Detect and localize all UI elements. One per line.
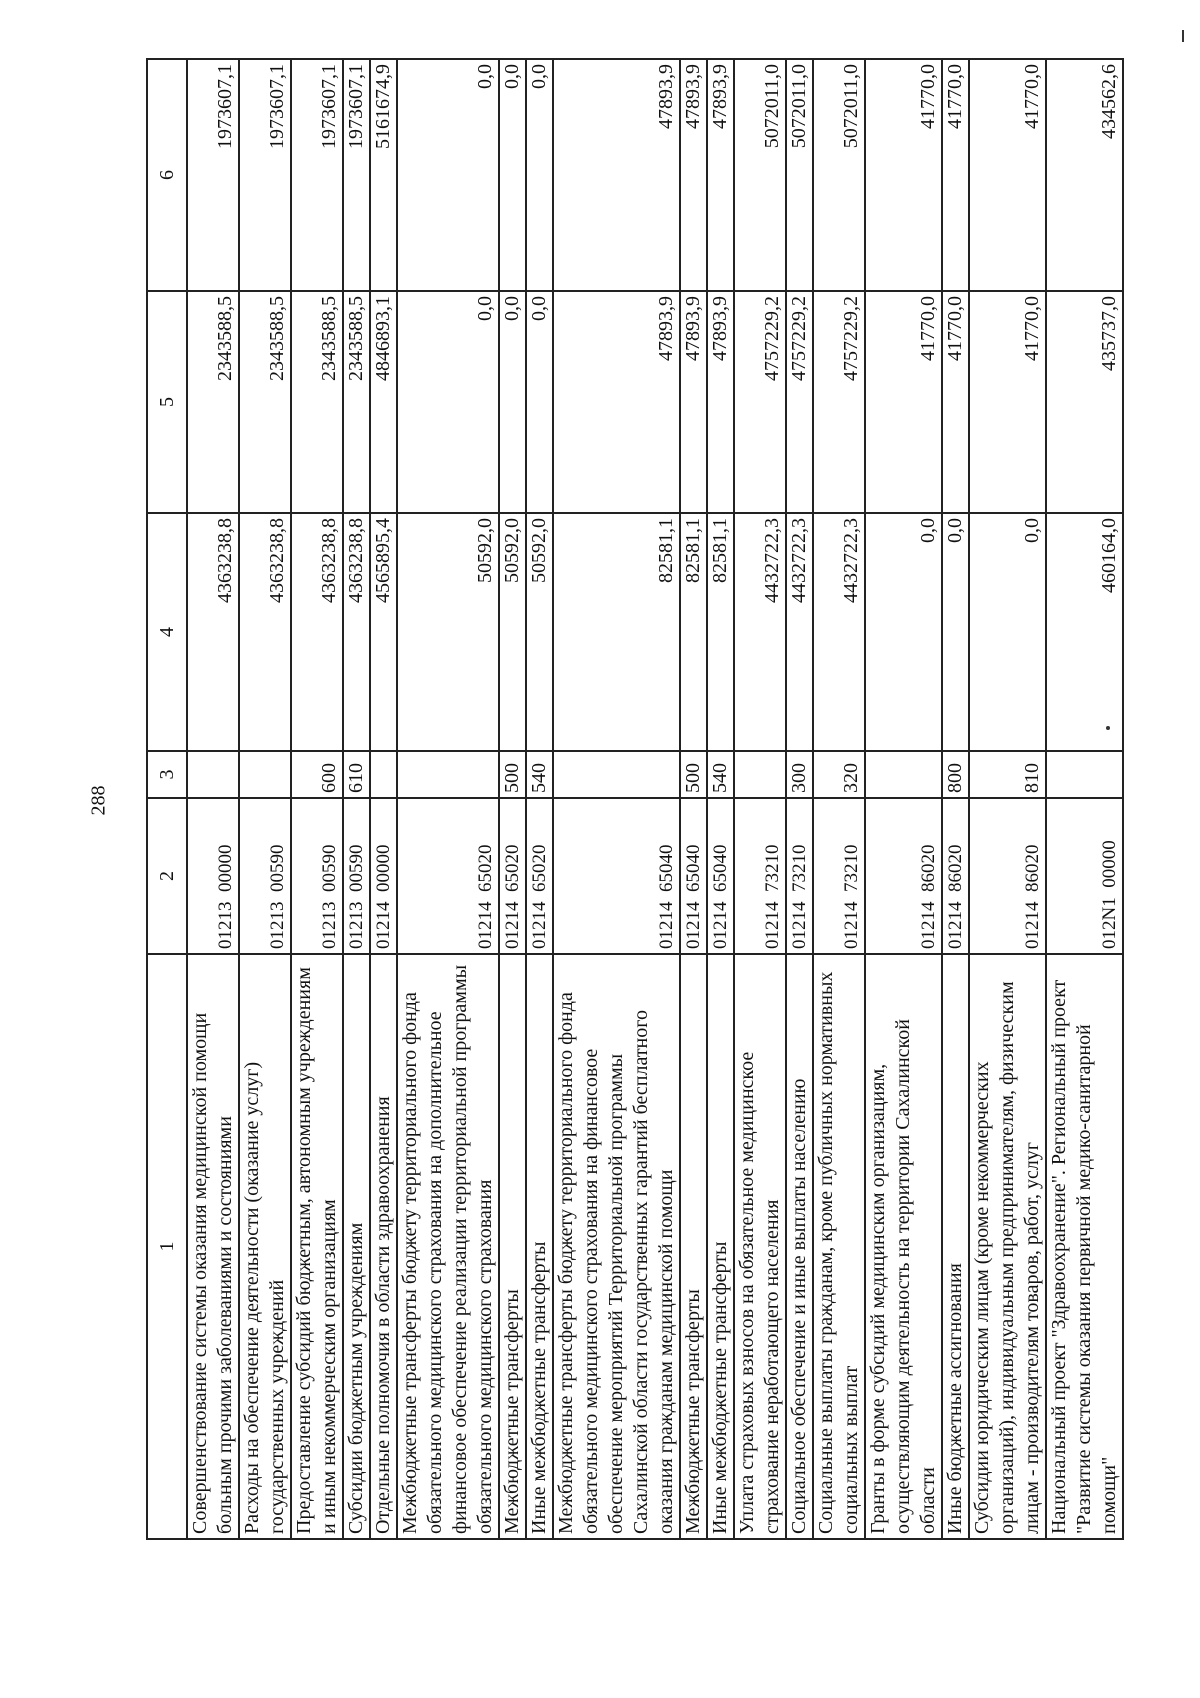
row-col5-value: 41770,0 [942, 291, 969, 513]
table-row [291, 59, 343, 1539]
row-col6-value: 5072011,0 [813, 59, 865, 291]
row-col6-value: 1973607,1 [239, 59, 291, 291]
row-code-cell: 01214 65020 [397, 798, 499, 954]
header-col-4: 4 [147, 513, 187, 751]
row-col6-value: 1973607,1 [343, 59, 370, 291]
row-type-cell: 300 [786, 751, 813, 798]
row-col5-value: 4757229,2 [813, 291, 865, 513]
row-name-cell: Совершенствование системы оказания медицинской помощи больным прочими заболеваниями и состояниями [187, 954, 239, 1539]
page-number [84, 770, 114, 830]
row-col5-value: 2343588,5 [291, 291, 343, 513]
row-col6-value: 5072011,0 [734, 59, 786, 291]
row-name-cell: Межбюджетные трансферты [680, 954, 707, 1539]
header-col-5: 5 [147, 291, 187, 513]
budget-table [146, 58, 1124, 1540]
row-col4-value: 82581,1 [707, 513, 734, 751]
table-row [187, 59, 239, 1539]
row-type-cell [187, 751, 239, 798]
row-col4-value: 50592,0 [526, 513, 553, 751]
row-code-cell: 01214 86020 [865, 798, 942, 954]
row-col5-value: 2343588,5 [343, 291, 370, 513]
table-row [553, 59, 680, 1539]
row-col5-value: 2343588,5 [187, 291, 239, 513]
table-row [1046, 59, 1123, 1539]
row-code-cell: 012N1 00000 [1046, 798, 1123, 954]
row-code-cell: 01213 00000 [187, 798, 239, 954]
row-type-cell: 500 [499, 751, 526, 798]
row-col4-value: 0,0 [865, 513, 942, 751]
row-code-cell: 01214 86020 [969, 798, 1046, 954]
row-col6-value: 41770,0 [865, 59, 942, 291]
rotated-table-container [146, 60, 1120, 1540]
row-type-cell [553, 751, 680, 798]
row-col6-value: 5072011,0 [786, 59, 813, 291]
row-name-cell: Расходы на обеспечение деятельности (оказание услуг) государственных учреждений [239, 954, 291, 1539]
row-col4-value: 82581,1 [680, 513, 707, 751]
row-col4-value: 0,0 [942, 513, 969, 751]
row-name-cell: Иные межбюджетные трансферты [526, 954, 553, 1539]
row-col6-value: 47893,9 [680, 59, 707, 291]
row-col5-value: 2343588,5 [239, 291, 291, 513]
row-code-cell: 01213 00590 [239, 798, 291, 954]
row-col6-value: 47893,9 [707, 59, 734, 291]
row-col5-value: 41770,0 [865, 291, 942, 513]
row-name-cell: Предоставление субсидий бюджетным, автономным учреждениям и иным некоммерческим организациям [291, 954, 343, 1539]
table-row [343, 59, 370, 1539]
row-type-cell [865, 751, 942, 798]
page-number-text: 288 [87, 785, 110, 815]
row-name-cell: Отдельные полномочия в области здравоохранения [370, 954, 397, 1539]
header-col-2: 2 [147, 798, 187, 954]
row-name-cell: Субсидии бюджетным учреждениям [343, 954, 370, 1539]
table-row [370, 59, 397, 1539]
row-col4-value: 4432722,3 [734, 513, 786, 751]
row-col6-value: 41770,0 [969, 59, 1046, 291]
row-col5-value: 4757229,2 [786, 291, 813, 513]
row-type-cell [1046, 751, 1123, 798]
header-col-1: 1 [147, 954, 187, 1539]
row-code-cell: 01214 65040 [680, 798, 707, 954]
row-col4-value: 4432722,3 [786, 513, 813, 751]
row-col6-value: 434562,6 [1046, 59, 1123, 291]
row-col6-value: 0,0 [397, 59, 499, 291]
row-col4-value: 4363238,8 [239, 513, 291, 751]
row-type-cell [239, 751, 291, 798]
row-type-cell: 810 [969, 751, 1046, 798]
row-type-cell: 540 [526, 751, 553, 798]
row-type-cell: 600 [291, 751, 343, 798]
row-col6-value: 41770,0 [942, 59, 969, 291]
row-type-cell: 500 [680, 751, 707, 798]
scan-mark [1182, 30, 1184, 42]
row-col6-value: 0,0 [499, 59, 526, 291]
row-name-cell: Уплата страховых взносов на обязательное медицинское страхование неработающего населения [734, 954, 786, 1539]
row-col4-value: 460164,0 [1046, 513, 1123, 751]
row-col5-value: 47893,9 [553, 291, 680, 513]
row-type-cell [370, 751, 397, 798]
row-code-cell: 01214 73210 [786, 798, 813, 954]
table-row [526, 59, 553, 1539]
row-name-cell: Социальное обеспечение и иные выплаты населению [786, 954, 813, 1539]
row-name-cell: Иные бюджетные ассигнования [942, 954, 969, 1539]
row-code-cell: 01214 65040 [707, 798, 734, 954]
table-row [942, 59, 969, 1539]
table-body [187, 59, 1123, 1539]
row-code-cell: 01214 65040 [553, 798, 680, 954]
table-header-row [147, 59, 187, 1539]
row-col4-value: 4363238,8 [343, 513, 370, 751]
row-name-cell: Межбюджетные трансферты бюджету территориального фонда обязательного медицинского страхования на дополнительное финансовое обеспечение реализации территориальной программы обязательного медицинского страхования [397, 954, 499, 1539]
row-col5-value: 0,0 [397, 291, 499, 513]
row-name-cell: Гранты в форме субсидий медицинским организациям, осуществляющим деятельность на территории Сахалинской области [865, 954, 942, 1539]
row-col5-value: 435737,0 [1046, 291, 1123, 513]
row-name-cell: Иные межбюджетные трансферты [707, 954, 734, 1539]
table-row [865, 59, 942, 1539]
header-col-3: 3 [147, 751, 187, 798]
row-col6-value: 1973607,1 [187, 59, 239, 291]
row-code-cell: 01214 73210 [813, 798, 865, 954]
row-col4-value: 50592,0 [397, 513, 499, 751]
row-name-cell: Субсидии юридическим лицам (кроме некоммерческих организаций), индивидуальным предпринимателям, физическим лицам - производителям товаров, работ, услуг [969, 954, 1046, 1539]
table-row [680, 59, 707, 1539]
row-name-cell: Межбюджетные трансферты бюджету территориального фонда обязательного медицинского страхования на финансовое обеспечение мероприятий Территориальной программы Сахалинской области государственных гарантий бесплатного оказания гражданам медицинской помощи [553, 954, 680, 1539]
row-code-cell: 01214 65020 [499, 798, 526, 954]
row-col5-value: 0,0 [499, 291, 526, 513]
row-type-cell: 610 [343, 751, 370, 798]
row-type-cell [734, 751, 786, 798]
row-type-cell [397, 751, 499, 798]
row-type-cell: 540 [707, 751, 734, 798]
row-name-cell: Социальные выплаты гражданам, кроме публичных нормативных социальных выплат [813, 954, 865, 1539]
row-col5-value: 47893,9 [707, 291, 734, 513]
row-col5-value: 4846893,1 [370, 291, 397, 513]
row-code-cell: 01213 00590 [291, 798, 343, 954]
row-col6-value: 47893,9 [553, 59, 680, 291]
header-col-6: 6 [147, 59, 187, 291]
row-col4-value: 4363238,8 [291, 513, 343, 751]
row-type-cell: 320 [813, 751, 865, 798]
row-col6-value: 5161674,9 [370, 59, 397, 291]
row-col4-value: 50592,0 [499, 513, 526, 751]
row-col6-value: 0,0 [526, 59, 553, 291]
row-col5-value: 0,0 [526, 291, 553, 513]
table-row [499, 59, 526, 1539]
table-row [734, 59, 786, 1539]
row-col4-value: 0,0 [969, 513, 1046, 751]
table-row [969, 59, 1046, 1539]
row-code-cell: 01214 00000 [370, 798, 397, 954]
row-col4-value: 4363238,8 [187, 513, 239, 751]
row-name-cell: Межбюджетные трансферты [499, 954, 526, 1539]
row-code-cell: 01213 00590 [343, 798, 370, 954]
table-row [707, 59, 734, 1539]
row-code-cell: 01214 65020 [526, 798, 553, 954]
row-col4-value: 4565895,4 [370, 513, 397, 751]
row-col5-value: 4757229,2 [734, 291, 786, 513]
row-code-cell: 01214 86020 [942, 798, 969, 954]
table-row [397, 59, 499, 1539]
table-row [813, 59, 865, 1539]
table-row [786, 59, 813, 1539]
row-type-cell: 800 [942, 751, 969, 798]
scan-dot [1106, 726, 1110, 730]
row-col6-value: 1973607,1 [291, 59, 343, 291]
row-name-cell: Национальный проект "Здравоохранение". Региональный проект "Развитие системы оказания первичной медико-санитарной помощи" [1046, 954, 1123, 1539]
table-row [239, 59, 291, 1539]
row-col5-value: 47893,9 [680, 291, 707, 513]
row-code-cell: 01214 73210 [734, 798, 786, 954]
row-col4-value: 82581,1 [553, 513, 680, 751]
row-col4-value: 4432722,3 [813, 513, 865, 751]
row-col5-value: 41770,0 [969, 291, 1046, 513]
